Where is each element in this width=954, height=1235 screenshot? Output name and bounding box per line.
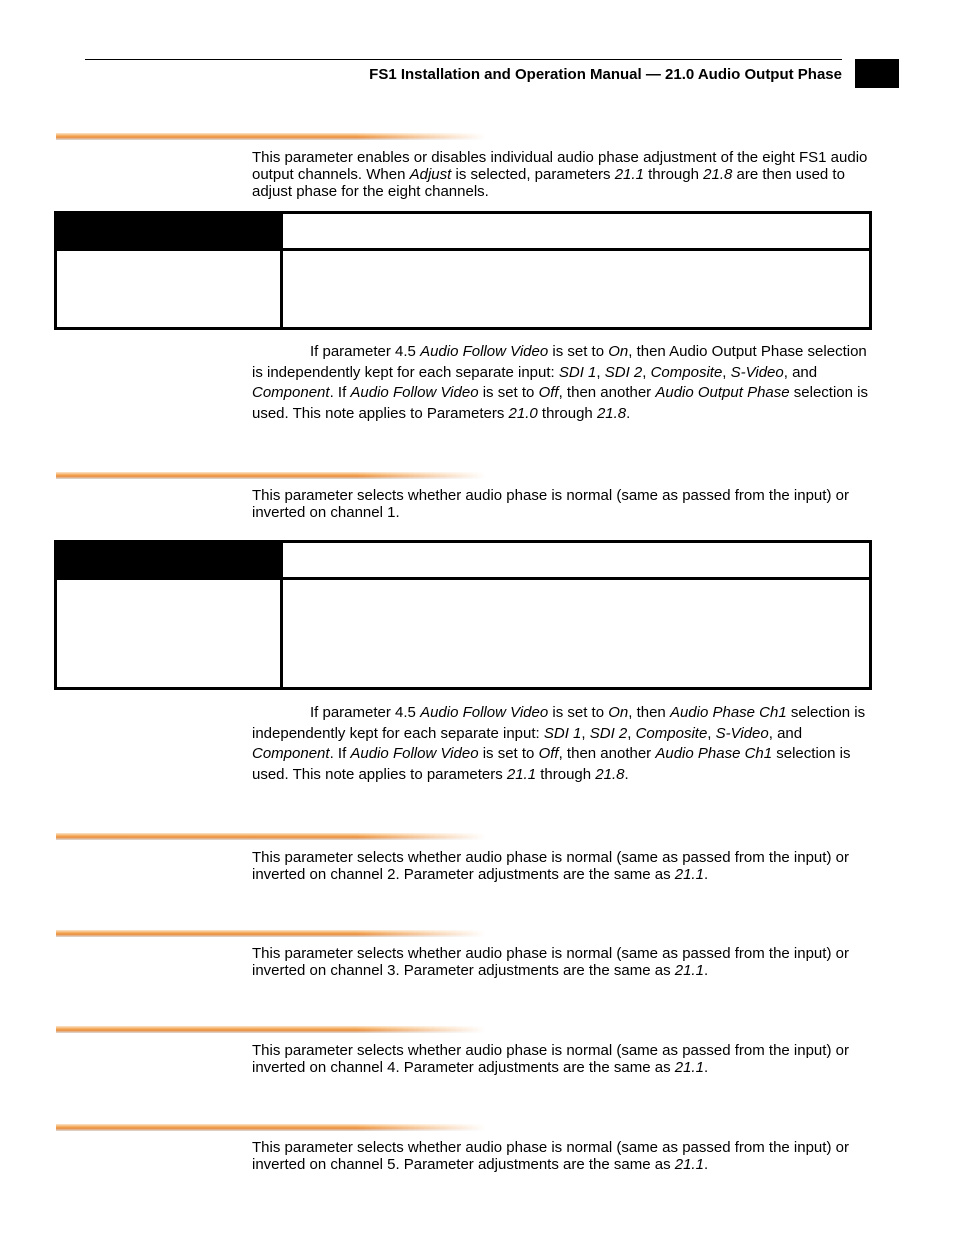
- italic-term: Composite: [635, 724, 708, 742]
- italic-term: 21.1: [674, 1156, 704, 1173]
- italic-term: 21.0: [508, 404, 538, 422]
- text-run: This parameter selects whether audio phase is normal (same as passed from the input) or inverted on channel 4. Parameter adjustments are the same as: [252, 1042, 849, 1076]
- italic-term: Audio Follow Video: [350, 745, 479, 762]
- italic-term: On: [608, 343, 629, 360]
- table-header-row: [57, 540, 869, 580]
- italic-term: Off: [538, 384, 559, 401]
- text-run: .: [703, 1156, 709, 1173]
- text-run: . If: [329, 745, 351, 762]
- italic-term: 21.1: [674, 962, 704, 979]
- text-run: , then Audio Output Phase selection is independently kept for each separate input:: [252, 343, 867, 381]
- italic-term: Audio Phase Ch1: [669, 704, 787, 721]
- italic-term: Audio Follow Video: [420, 343, 549, 360]
- text-run: , then: [628, 704, 670, 721]
- text-run: is set to: [548, 704, 609, 721]
- text-run: This parameter enables or disables individual audio phase adjustment of the eight FS1 audio output channels. When: [252, 149, 868, 183]
- parameter-table-21-1: [54, 540, 872, 690]
- text-run: If parameter 4.5: [310, 343, 421, 360]
- table-header-row: [57, 211, 869, 251]
- text-run: This parameter selects whether audio phase is normal (same as passed from the input) or inverted on channel 2. Parameter adjustments are the same as: [252, 849, 849, 883]
- text-run: ,: [581, 724, 590, 742]
- section-21-0-note: [252, 342, 872, 424]
- text-run: through: [537, 404, 597, 422]
- italic-term: Audio Phase Ch1: [655, 745, 773, 762]
- text-run: .: [624, 765, 629, 783]
- section-divider-bar: [56, 930, 486, 937]
- text-run: is set to: [548, 343, 609, 360]
- text-run: This parameter selects whether audio phase is normal (same as passed from the input) or inverted on channel 5. Parameter adjustments are the same as: [252, 1139, 849, 1173]
- section-divider-bar: [56, 833, 486, 840]
- page-tab-marker: [855, 59, 899, 88]
- section-21-4-description: [252, 1042, 872, 1076]
- italic-term: Audio Follow Video: [420, 704, 549, 721]
- section-divider-bar: [56, 133, 486, 140]
- italic-term: S-Video: [730, 363, 784, 381]
- italic-term: SDI 1: [558, 363, 597, 381]
- text-run: , and: [768, 724, 803, 742]
- text-run: . If: [329, 384, 351, 401]
- italic-term: Component: [252, 384, 330, 401]
- table-body-row: [57, 580, 869, 687]
- text-run: is set to: [478, 384, 539, 401]
- italic-term: Audio Follow Video: [350, 384, 479, 401]
- text-run: ,: [707, 724, 716, 742]
- table-header-left-cell: [57, 540, 283, 577]
- italic-term: Adjust: [409, 166, 452, 183]
- table-body-left-cell: [57, 251, 283, 327]
- section-21-0-description: [252, 149, 872, 200]
- text-run: .: [626, 404, 631, 422]
- section-21-2-description: [252, 849, 872, 883]
- text-run: ,: [627, 724, 636, 742]
- italic-term: SDI 1: [543, 724, 582, 742]
- text-run: through: [643, 166, 704, 183]
- table-header-right-cell: [283, 211, 869, 248]
- table-body-right-cell: [283, 580, 869, 687]
- text-run: , then another: [558, 745, 656, 762]
- text-run: .: [703, 962, 709, 979]
- table-body-row: [57, 251, 869, 327]
- italic-term: On: [608, 704, 629, 721]
- table-body-left-cell: [57, 580, 283, 687]
- italic-term: S-Video: [715, 724, 769, 742]
- text-run: selection is independently kept for each separate input:: [252, 704, 866, 742]
- section-divider-bar: [56, 1124, 486, 1131]
- text-run: is selected, parameters: [451, 166, 615, 183]
- italic-term: 21.1: [674, 866, 704, 883]
- italic-term: 21.1: [674, 1059, 704, 1076]
- text-run: selection is used. This note applies to parameters: [252, 745, 851, 783]
- italic-term: 21.1: [614, 166, 644, 183]
- italic-term: 21.1: [506, 765, 537, 783]
- running-header-title: FS1 Installation and Operation Manual — 21.0 Audio Output Phase: [369, 66, 842, 83]
- text-run: If parameter 4.5: [310, 704, 421, 721]
- section-divider-bar: [56, 1026, 486, 1033]
- section-21-1-description: [252, 487, 872, 521]
- text-run: .: [703, 1059, 709, 1076]
- italic-term: SDI 2: [589, 724, 628, 742]
- italic-term: 21.8: [703, 166, 733, 183]
- text-run: This parameter selects whether audio phase is normal (same as passed from the input) or inverted on channel 3. Parameter adjustments are the same as: [252, 945, 849, 979]
- text-run: ,: [722, 363, 731, 381]
- header-rule: [85, 59, 842, 60]
- text-run: ,: [596, 363, 605, 381]
- section-21-1-note: [252, 703, 872, 785]
- italic-term: 21.8: [596, 404, 627, 422]
- note-text: [252, 343, 868, 422]
- section-21-3-description: [252, 945, 872, 979]
- parameter-table-21-0: [54, 211, 872, 330]
- note-text: [252, 704, 865, 783]
- text-run: .: [703, 866, 709, 883]
- text-run: This parameter selects whether audio phase is normal (same as passed from the input) or inverted on channel 1.: [252, 487, 849, 521]
- italic-term: Component: [252, 745, 330, 762]
- section-21-5-description: [252, 1139, 872, 1173]
- text-run: through: [536, 765, 596, 783]
- text-run: is set to: [478, 745, 539, 762]
- italic-term: Composite: [650, 363, 723, 381]
- italic-term: Audio Output Phase: [655, 384, 790, 401]
- italic-term: 21.8: [595, 765, 625, 783]
- section-divider-bar: [56, 472, 486, 479]
- text-run: , and: [783, 363, 818, 381]
- text-run: ,: [642, 363, 651, 381]
- text-run: , then another: [558, 384, 656, 401]
- table-header-left-cell: [57, 211, 283, 248]
- italic-term: SDI 2: [604, 363, 643, 381]
- table-body-right-cell: [283, 251, 869, 327]
- text-run: are then used to adjust phase for the eight channels.: [252, 166, 845, 200]
- italic-term: Off: [538, 745, 559, 762]
- text-run: selection is used. This note applies to Parameters: [252, 384, 868, 422]
- table-header-right-cell: [283, 540, 869, 577]
